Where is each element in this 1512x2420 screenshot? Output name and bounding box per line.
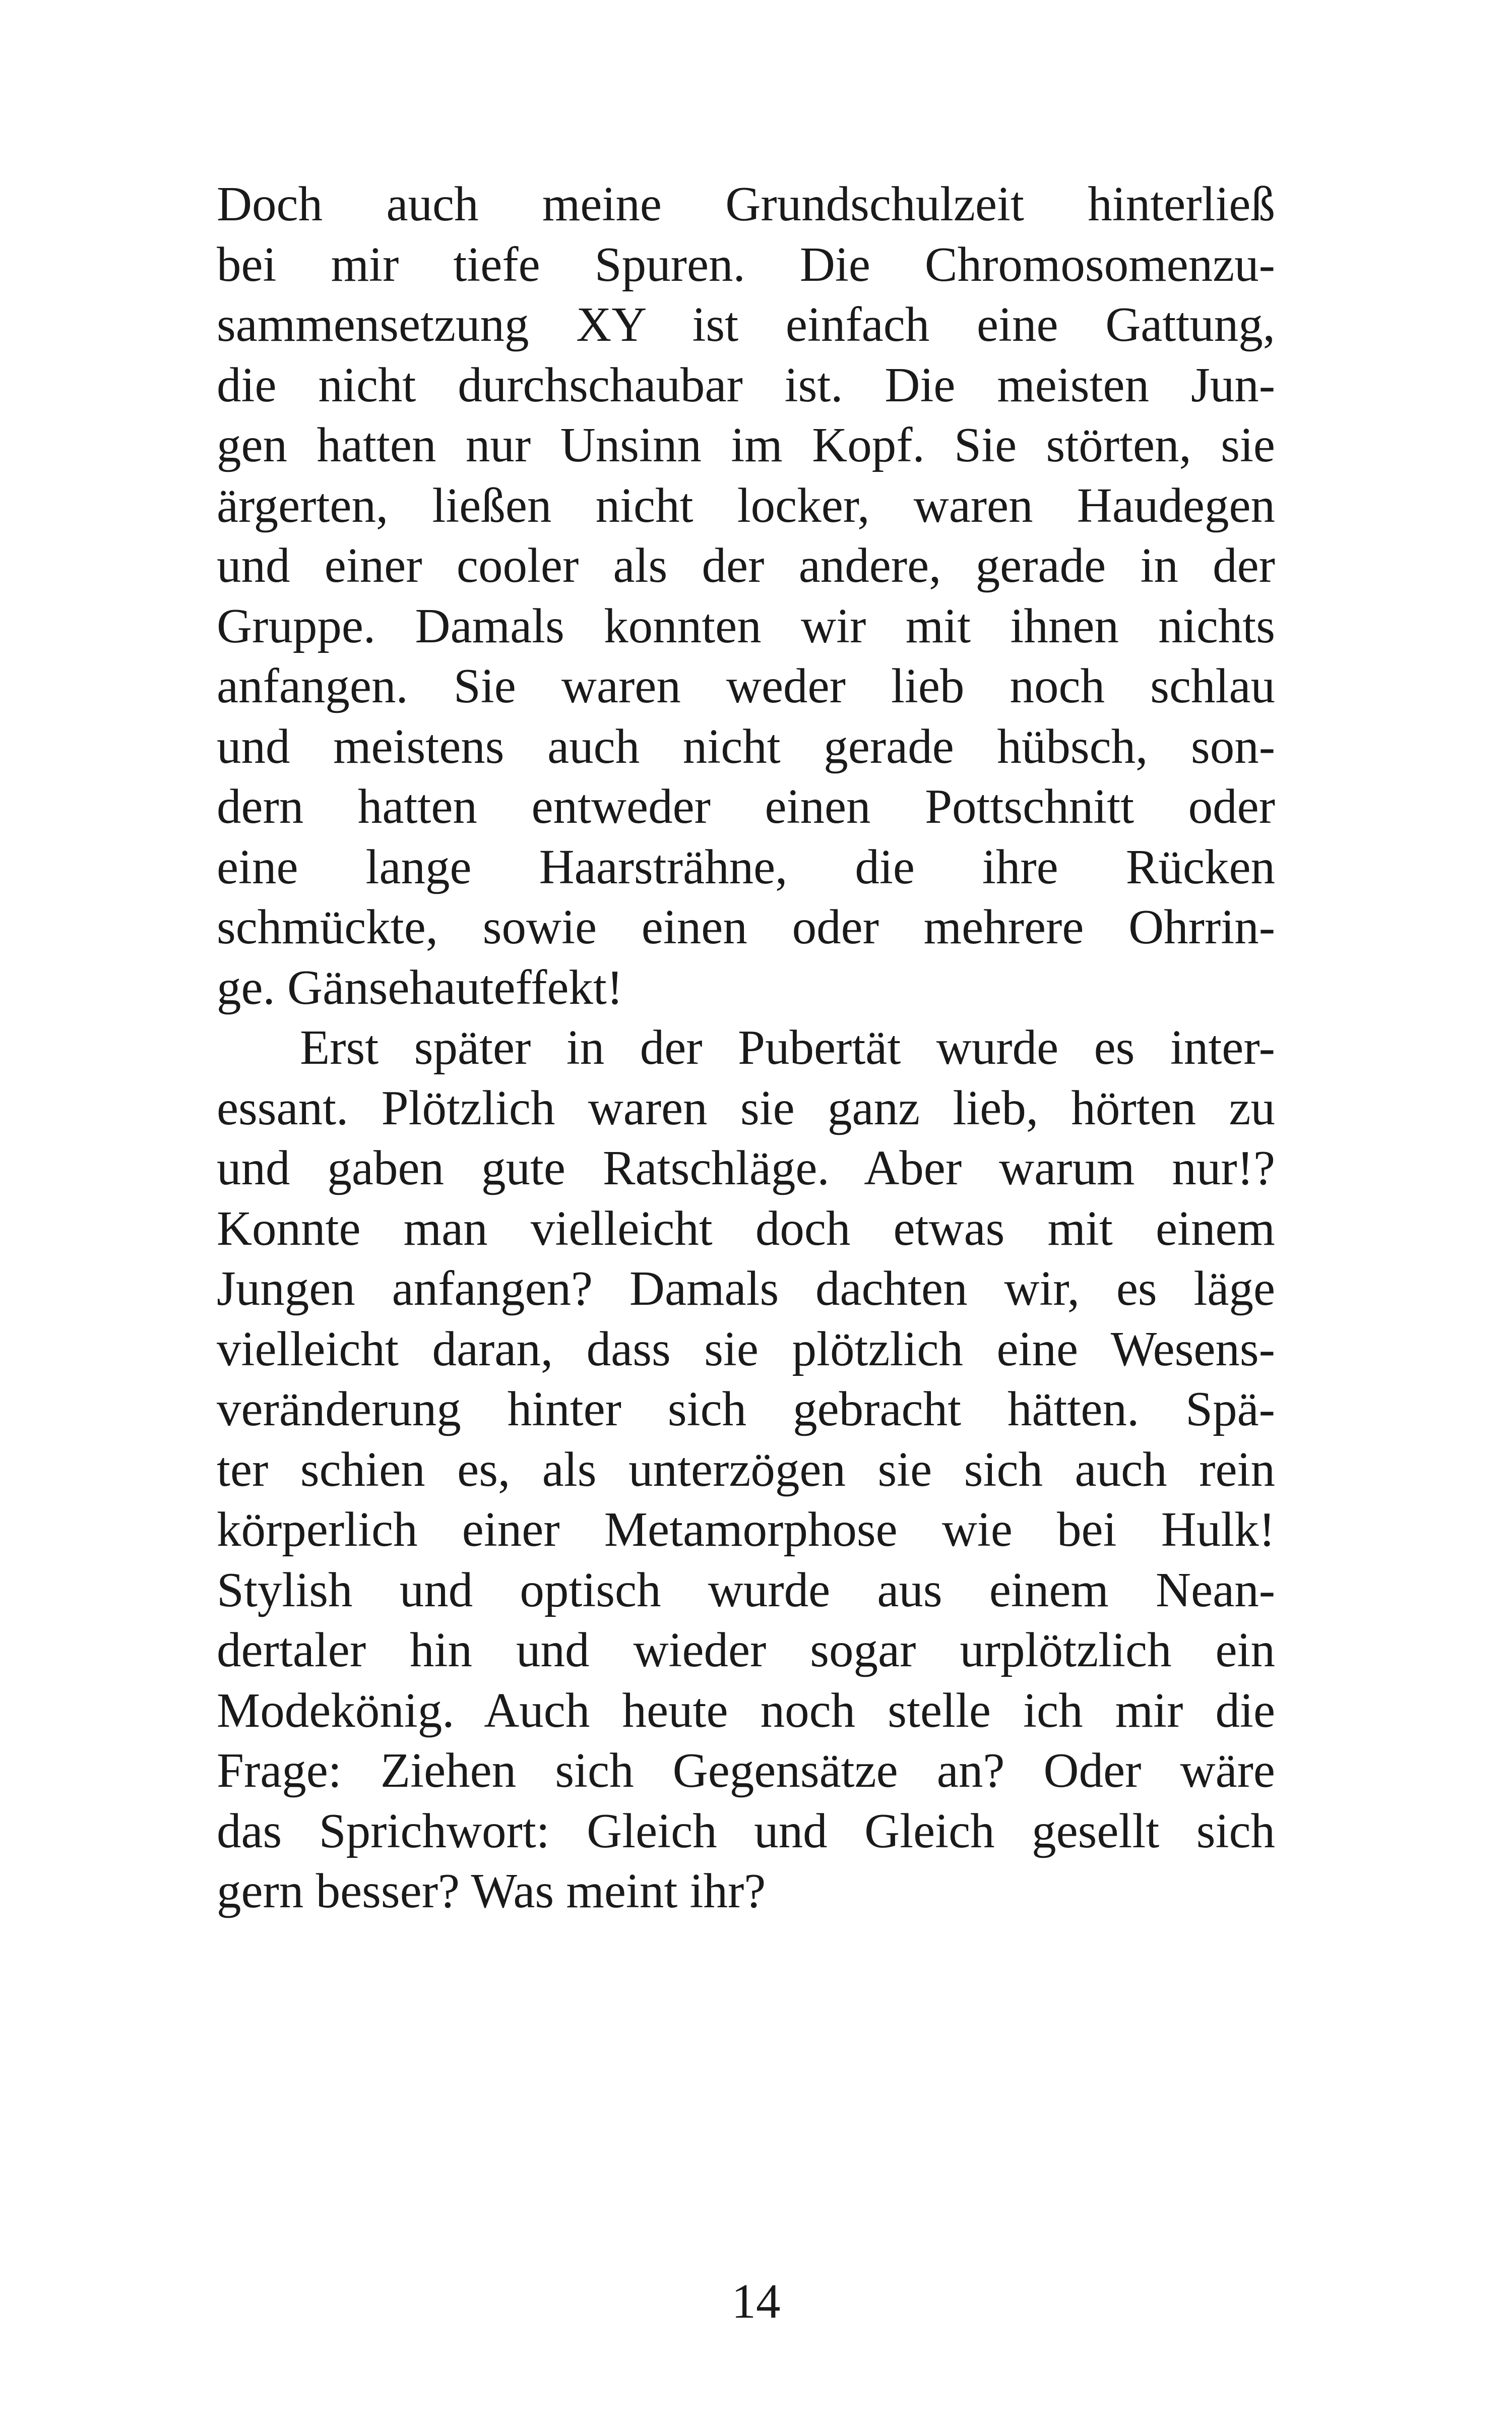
text-line: Stylish und optisch wurde aus einem Nean- (217, 1562, 1275, 1617)
text-line: dern hatten entweder einen Pottschnitt oder (217, 779, 1275, 833)
text-line: anfangen. Sie waren weder lieb noch schlau (217, 659, 1275, 713)
text-line: dertaler hin und wieder sogar urplötzlich ein (217, 1623, 1275, 1677)
text-line: vielleicht daran, dass sie plötzlich eine Wesens- (217, 1321, 1275, 1376)
text-line: Frage: Ziehen sich Gegensätze an? Oder wäre (217, 1743, 1275, 1797)
text-line: veränderung hinter sich gebracht hätten. Spä- (217, 1382, 1275, 1436)
text-line: Doch auch meine Grundschulzeit hinterließ (217, 177, 1275, 231)
text-line: das Sprichwort: Gleich und Gleich gesellt sich (217, 1803, 1275, 1858)
text-line: Modekönig. Auch heute noch stelle ich mir die (217, 1683, 1275, 1737)
text-line: gen hatten nur Unsinn im Kopf. Sie störten, sie (217, 418, 1275, 472)
text-line: körperlich einer Metamorphose wie bei Hulk! (217, 1502, 1275, 1556)
text-line: und meistens auch nicht gerade hübsch, son- (217, 719, 1275, 773)
text-line: gern besser? Was meint ihr? (217, 1864, 766, 1918)
text-line: schmückte, sowie einen oder mehrere Ohrrin- (217, 900, 1275, 954)
text-line: bei mir tiefe Spuren. Die Chromosomenzu- (217, 237, 1275, 291)
body-text (217, 174, 1275, 1921)
text-line: sammensetzung XY ist einfach eine Gattung, (217, 297, 1275, 351)
text-line: ter schien es, als unterzögen sie sich auch rein (217, 1442, 1275, 1496)
page-number: 14 (731, 2274, 781, 2328)
text-line: und einer cooler als der andere, gerade in der (217, 538, 1275, 592)
text-line: ge. Gänsehauteffekt! (217, 960, 623, 1014)
text-line: die nicht durchschaubar ist. Die meisten Jun- (217, 357, 1275, 412)
paragraph-1 (217, 174, 1275, 1017)
text-line: und gaben gute Ratschläge. Aber warum nur!? (217, 1141, 1275, 1195)
paragraph-2 (217, 1017, 1275, 1921)
text-line: Konnte man vielleicht doch etwas mit einem (217, 1201, 1275, 1255)
text-line: Jungen anfangen? Damals dachten wir, es läge (217, 1261, 1275, 1315)
text-line: ärgerten, ließen nicht locker, waren Haudegen (217, 478, 1275, 532)
text-line: essant. Plötzlich waren sie ganz lieb, hörten zu (217, 1080, 1275, 1135)
text-line: eine lange Haarsträhne, die ihre Rücken (217, 839, 1275, 894)
text-line: Erst später in der Pubertät wurde es inter- (300, 1020, 1275, 1074)
text-line: Gruppe. Damals konnten wir mit ihnen nichts (217, 598, 1275, 653)
